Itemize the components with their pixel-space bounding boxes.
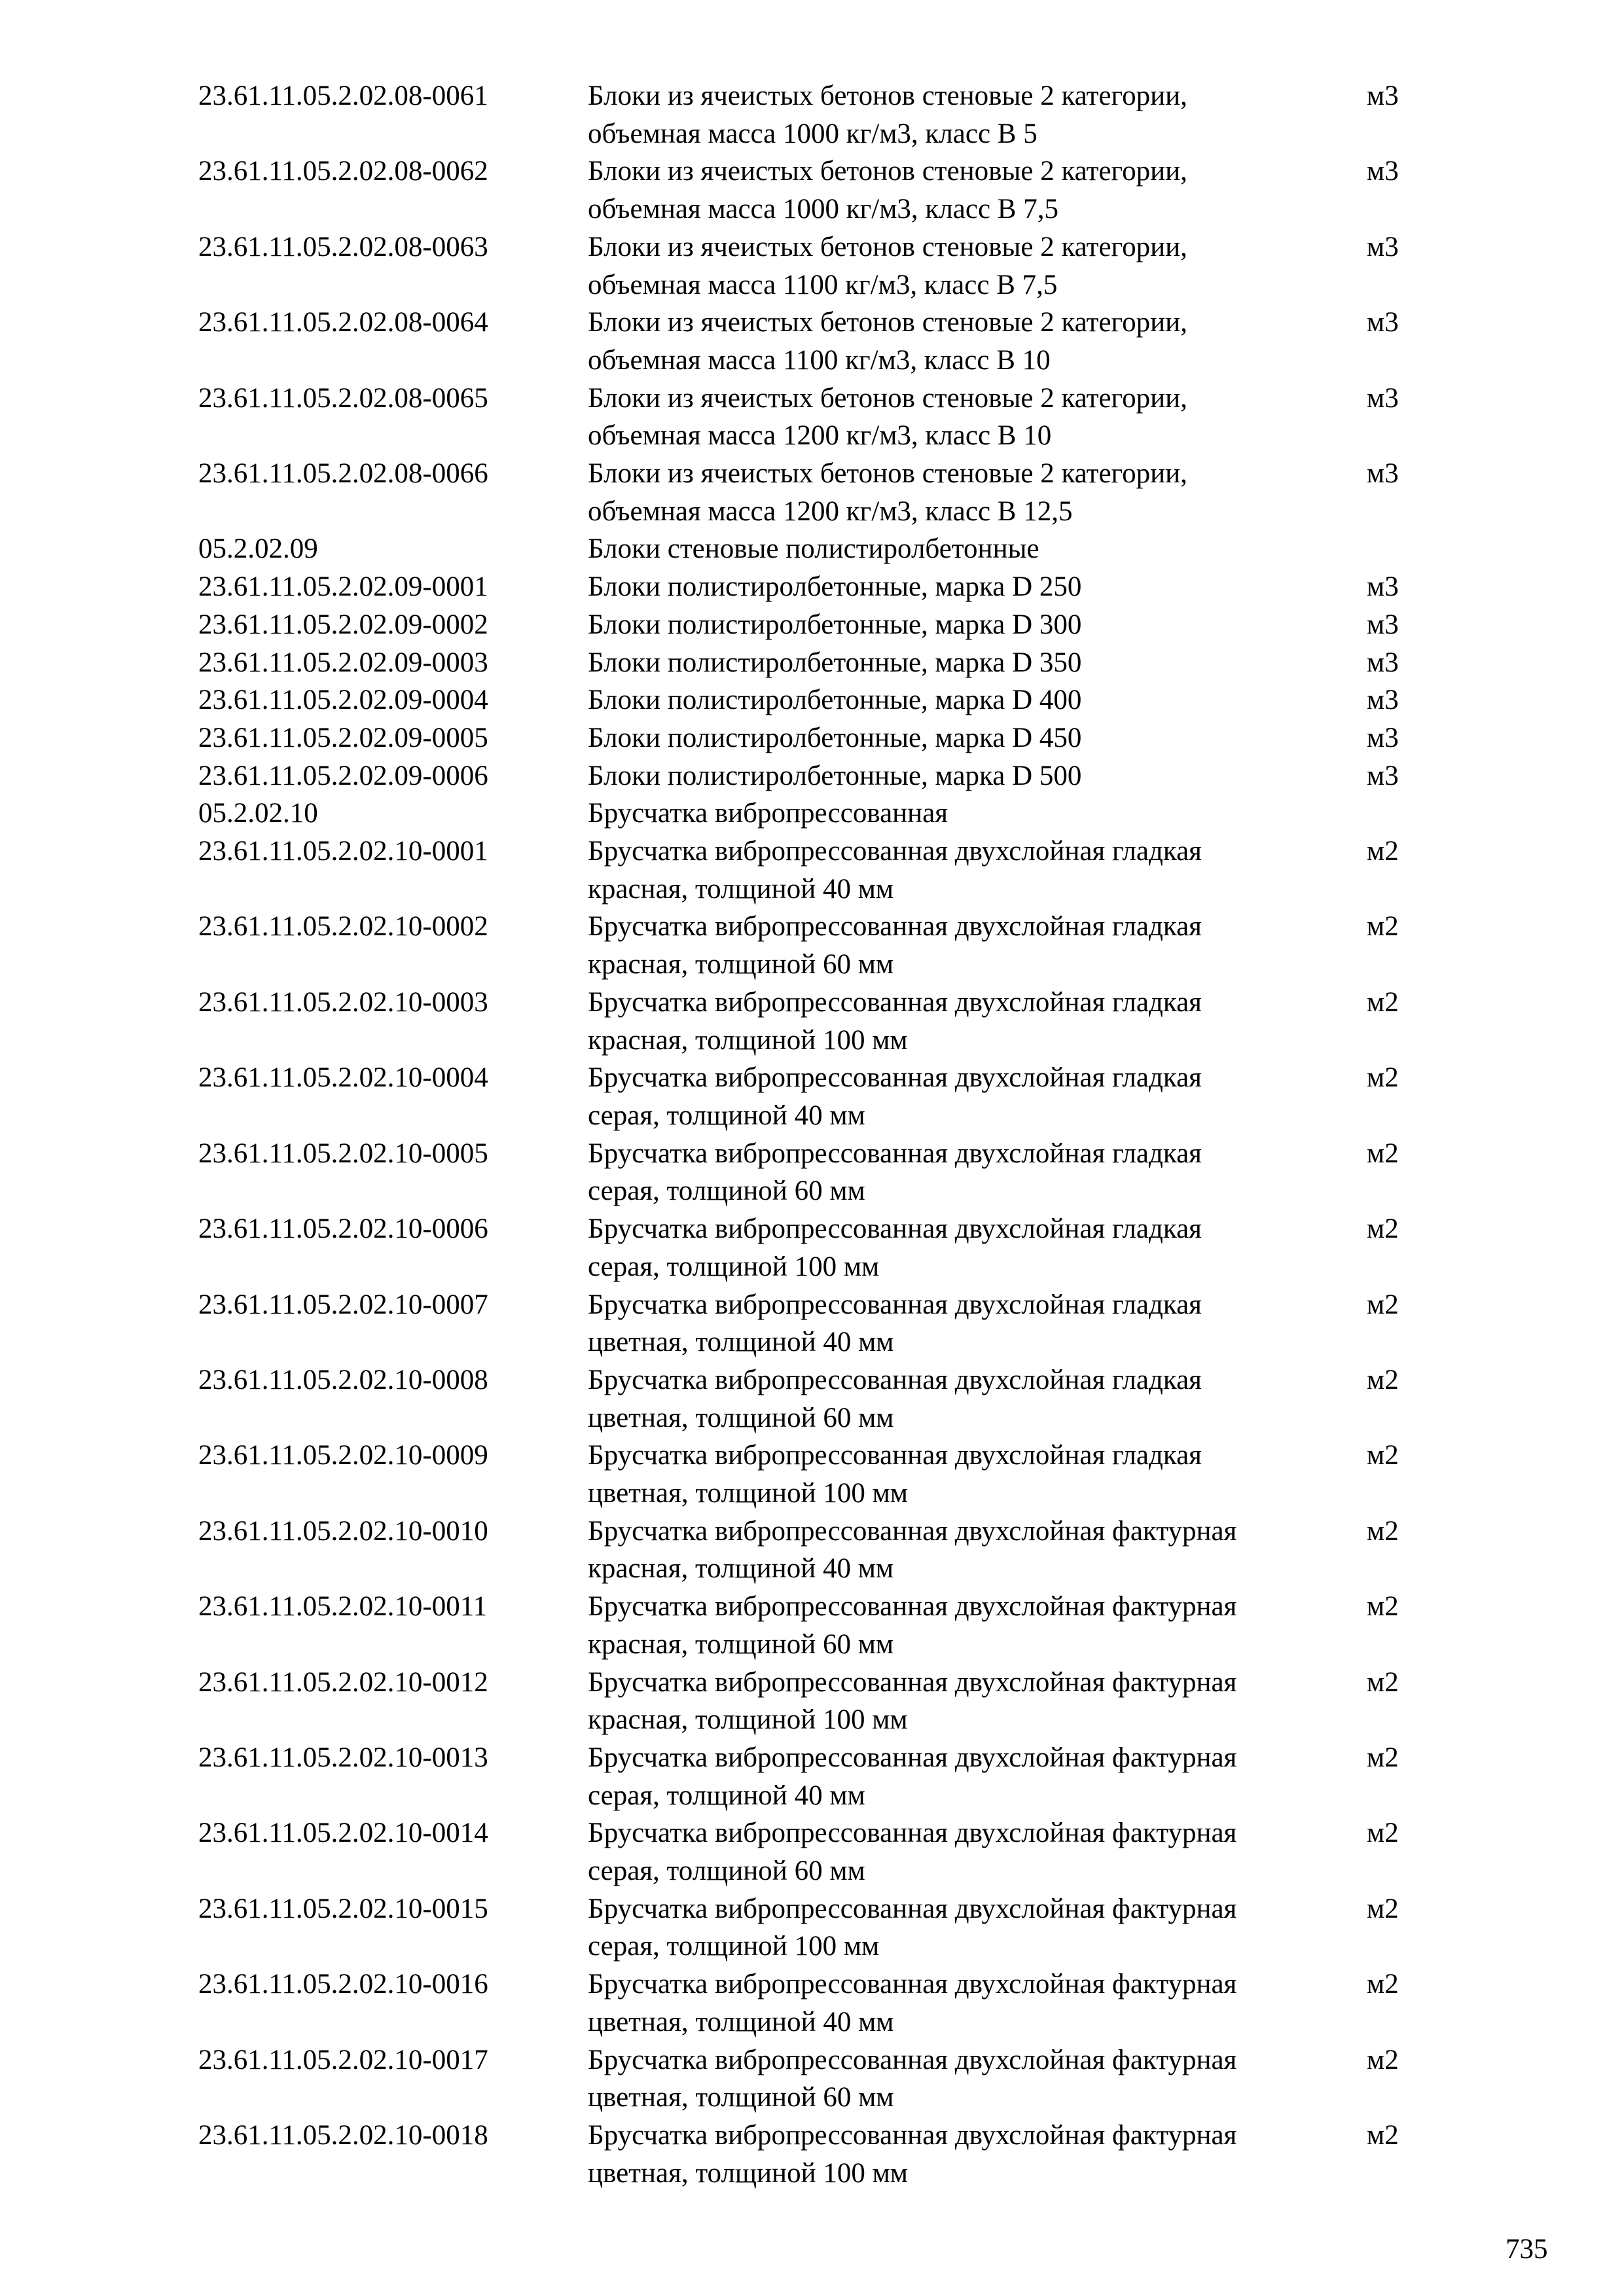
item-code: 23.61.11.05.2.02.10-0013 [198,1742,488,1773]
table-row [198,1059,1442,1134]
item-unit: м2 [1367,2044,1399,2075]
table-row [198,1513,1442,1588]
table-row [198,1890,1442,1965]
item-name [588,1135,1367,1210]
item-name-line: Блоки полистиролбетонные, марка D 350 [588,647,1082,678]
item-name-line: Брусчатка вибропрессованная двухслойная гладкая [588,1364,1202,1395]
item-code: 23.61.11.05.2.02.10-0016 [198,1969,488,2000]
item-name-line: серая, толщиной 100 мм [588,1931,880,1962]
item-code: 23.61.11.05.2.02.10-0012 [198,1666,488,1698]
item-unit: м3 [1367,722,1399,753]
item-code: 23.61.11.05.2.02.10-0017 [198,2044,488,2075]
item-name-line: Брусчатка вибропрессованная двухслойная фактурная [588,1591,1237,1623]
item-name-line: серая, толщиной 100 мм [588,1251,880,1282]
table-row [198,984,1442,1059]
item-name-line: цветная, толщиной 40 мм [588,1327,894,1358]
item-unit: м3 [1367,685,1399,716]
item-name-line: Брусчатка вибропрессованная двухслойная фактурная [588,1666,1237,1698]
item-code: 23.61.11.05.2.02.08-0061 [198,81,488,111]
item-name [588,1059,1367,1134]
item-code: 23.61.11.05.2.02.10-0004 [198,1062,488,1094]
item-unit: м2 [1367,1515,1399,1547]
item-name-line: Блоки из ячеистых бетонов стеновые 2 категории, [588,458,1187,490]
item-name-line: красная, толщиной 100 мм [588,1024,908,1056]
item-name [588,1890,1367,1965]
item-name [588,795,1367,833]
item-name-line: Брусчатка вибропрессованная двухслойная гладкая [588,1138,1202,1169]
table-row [198,1286,1442,1361]
item-unit: м2 [1367,2119,1399,2151]
table-row [198,530,1442,568]
table-row [198,1739,1442,1814]
item-code: 23.61.11.05.2.02.10-0007 [198,1289,488,1320]
table-row [198,1210,1442,1285]
price-list-table [198,77,1442,2192]
table-row [198,1588,1442,1663]
item-code: 23.61.11.05.2.02.10-0002 [198,911,488,942]
item-name-line: Брусчатка вибропрессованная двухслойная гладкая [588,836,1202,867]
item-name-line: серая, толщиной 60 мм [588,1856,865,1887]
item-name [588,1965,1367,2041]
item-name-line: Брусчатка вибропрессованная двухслойная гладкая [588,1213,1202,1245]
table-row [198,2117,1442,2192]
table-row [198,644,1442,682]
item-unit: м2 [1367,1138,1399,1169]
table-row [198,2041,1442,2117]
item-name-line: красная, толщиной 60 мм [588,1628,894,1660]
item-name-line: Брусчатка вибропрессованная двухслойная фактурная [588,1742,1237,1773]
item-unit: м3 [1367,307,1399,338]
item-name [588,2041,1367,2117]
page-number: 735 [1506,2234,1548,2265]
item-unit: м2 [1367,1440,1399,1471]
item-code: 23.61.11.05.2.02.09-0002 [198,609,488,640]
item-unit: м2 [1367,1666,1399,1698]
item-code: 23.61.11.05.2.02.09-0004 [198,685,488,716]
item-name [588,530,1367,568]
item-name-line: красная, толщиной 40 мм [588,873,894,905]
item-name-line: Блоки полистиролбетонные, марка D 400 [588,685,1082,716]
table-row [198,568,1442,606]
item-name-line: Брусчатка вибропрессованная двухслойная гладкая [588,911,1202,942]
item-name-line: серая, толщиной 60 мм [588,1175,865,1207]
item-name-line: Брусчатка вибропрессованная двухслойная фактурная [588,1969,1237,2000]
item-unit: м3 [1367,647,1399,678]
item-name [588,1664,1367,1739]
item-name [588,1361,1367,1437]
item-name [588,1513,1367,1588]
item-code: 23.61.11.05.2.02.10-0018 [198,2119,488,2151]
table-row [198,1664,1442,1739]
item-unit: м3 [1367,609,1399,640]
item-code: 23.61.11.05.2.02.10-0014 [198,1818,488,1849]
item-unit: м2 [1367,1062,1399,1094]
item-name-line: Брусчатка вибропрессованная двухслойная гладкая [588,1289,1202,1320]
table-row [198,719,1442,757]
item-unit: м2 [1367,1742,1399,1773]
item-unit: м3 [1367,231,1399,262]
item-unit: м3 [1367,760,1399,791]
item-code: 05.2.02.09 [198,533,318,565]
item-name-line: серая, толщиной 40 мм [588,1100,865,1131]
item-unit: м2 [1367,836,1399,867]
item-unit: м2 [1367,986,1399,1018]
item-name [588,1286,1367,1361]
item-name-line: Блоки полистиролбетонные, марка D 250 [588,571,1082,603]
item-name-line: Брусчатка вибропрессованная двухслойная фактурная [588,2119,1237,2151]
item-name-line: Брусчатка вибропрессованная двухслойная фактурная [588,2044,1237,2075]
item-name [588,908,1367,983]
item-unit: м2 [1367,911,1399,942]
item-code: 23.61.11.05.2.02.10-0011 [198,1591,488,1623]
item-name-line: Блоки полистиролбетонные, марка D 300 [588,609,1082,640]
item-code: 23.61.11.05.2.02.08-0062 [198,156,488,187]
item-unit: м2 [1367,1969,1399,2000]
item-name-line: Блоки полистиролбетонные, марка D 500 [588,760,1082,791]
item-unit: м3 [1367,382,1399,414]
item-name [588,1437,1367,1512]
item-name [588,644,1367,682]
table-row [198,606,1442,644]
table-row [198,757,1442,795]
item-name-line: красная, толщиной 100 мм [588,1704,908,1736]
item-name-line: объемная масса 1000 кг/м3, класс В 7,5 [588,194,1058,225]
item-name [588,1588,1367,1663]
item-unit: м2 [1367,1818,1399,1849]
item-name-line: Блоки из ячеистых бетонов стеновые 2 категории, [588,231,1187,262]
item-name-line: Блоки из ячеистых бетонов стеновые 2 категории, [588,81,1187,111]
item-name [588,1739,1367,1814]
item-name [588,719,1367,757]
item-name-line: Брусчатка вибропрессованная двухслойная гладкая [588,1062,1202,1094]
table-row [198,1361,1442,1437]
item-code: 23.61.11.05.2.02.10-0001 [198,836,488,867]
item-name-line: Брусчатка вибропрессованная двухслойная гладкая [588,986,1202,1018]
item-code: 23.61.11.05.2.02.10-0010 [198,1515,488,1547]
item-name-line: красная, толщиной 60 мм [588,949,894,980]
item-code: 23.61.11.05.2.02.09-0005 [198,722,488,753]
item-unit: м2 [1367,1591,1399,1623]
table-row [198,455,1442,530]
item-name-line: цветная, толщиной 100 мм [588,1478,908,1509]
item-unit: м2 [1367,1893,1399,1924]
item-code: 05.2.02.10 [198,798,318,829]
item-name-line: цветная, толщиной 60 мм [588,1402,894,1433]
item-name-line: Брусчатка вибропрессованная двухслойная гладкая [588,1440,1202,1471]
item-name [588,228,1367,304]
item-code: 23.61.11.05.2.02.09-0001 [198,571,488,603]
item-name-line: Блоки стеновые полистиролбетонные [588,533,1039,565]
item-name [588,833,1367,908]
item-code: 23.61.11.05.2.02.10-0003 [198,986,488,1018]
table-row [198,380,1442,455]
item-name-line: Брусчатка вибропрессованная двухслойная фактурная [588,1818,1237,1849]
item-name-line: Блоки из ячеистых бетонов стеновые 2 категории, [588,156,1187,187]
table-row [198,795,1442,833]
item-name [588,1210,1367,1285]
table-row [198,908,1442,983]
item-name [588,455,1367,530]
item-name-line: Блоки полистиролбетонные, марка D 450 [588,722,1082,753]
item-name [588,568,1367,606]
table-row [198,1437,1442,1512]
item-name [588,152,1367,228]
item-name-line: Блоки из ячеистых бетонов стеновые 2 категории, [588,382,1187,414]
item-code: 23.61.11.05.2.02.10-0008 [198,1364,488,1395]
item-name-line: цветная, толщиной 40 мм [588,2006,894,2037]
item-name-line: объемная масса 1100 кг/м3, класс В 10 [588,344,1051,376]
item-code: 23.61.11.05.2.02.10-0015 [198,1893,488,1924]
item-name-line: объемная масса 1200 кг/м3, класс В 12,5 [588,495,1073,527]
item-code: 23.61.11.05.2.02.10-0009 [198,1440,488,1471]
item-name-line: Блоки из ячеистых бетонов стеновые 2 категории, [588,307,1187,338]
item-name-line: Брусчатка вибропрессованная двухслойная фактурная [588,1515,1237,1547]
table-row [198,304,1442,379]
table-row [198,1814,1442,1890]
item-name-line: цветная, толщиной 100 мм [588,2157,908,2189]
item-name-line: Брусчатка вибропрессованная [588,798,948,829]
item-name [588,1814,1367,1890]
item-unit: м2 [1367,1364,1399,1395]
item-code: 23.61.11.05.2.02.08-0066 [198,458,488,490]
table-row [198,833,1442,908]
item-unit: м3 [1367,458,1399,490]
item-unit: м3 [1367,156,1399,187]
table-row [198,152,1442,228]
table-row [198,77,1442,152]
item-name-line: цветная, толщиной 60 мм [588,2082,894,2113]
item-code: 23.61.11.05.2.02.10-0006 [198,1213,488,1245]
table-row [198,1135,1442,1210]
item-name-line: объемная масса 1200 кг/м3, класс В 10 [588,420,1052,452]
table-row [198,228,1442,304]
item-name [588,606,1367,644]
item-name [588,304,1367,379]
item-name [588,681,1367,719]
item-code: 23.61.11.05.2.02.10-0005 [198,1138,488,1169]
item-name [588,757,1367,795]
item-name-line: красная, толщиной 40 мм [588,1553,894,1585]
item-code: 23.61.11.05.2.02.08-0064 [198,307,488,338]
item-name [588,380,1367,455]
item-name [588,2117,1367,2192]
item-name [588,77,1367,152]
table-row [198,1965,1442,2041]
item-code: 23.61.11.05.2.02.09-0006 [198,760,488,791]
item-unit: м2 [1367,1289,1399,1320]
table-row [198,681,1442,719]
item-name-line: Брусчатка вибропрессованная двухслойная фактурная [588,1893,1237,1924]
item-name-line: серая, толщиной 40 мм [588,1780,865,1811]
item-name-line: объемная масса 1100 кг/м3, класс В 7,5 [588,269,1058,300]
item-code: 23.61.11.05.2.02.08-0065 [198,382,488,414]
item-name [588,984,1367,1059]
item-name-line: объемная масса 1000 кг/м3, класс В 5 [588,118,1038,149]
item-unit: м3 [1367,571,1399,603]
item-unit: м2 [1367,1213,1399,1245]
item-code: 23.61.11.05.2.02.08-0063 [198,231,488,262]
item-unit: м3 [1367,81,1399,111]
item-code: 23.61.11.05.2.02.09-0003 [198,647,488,678]
